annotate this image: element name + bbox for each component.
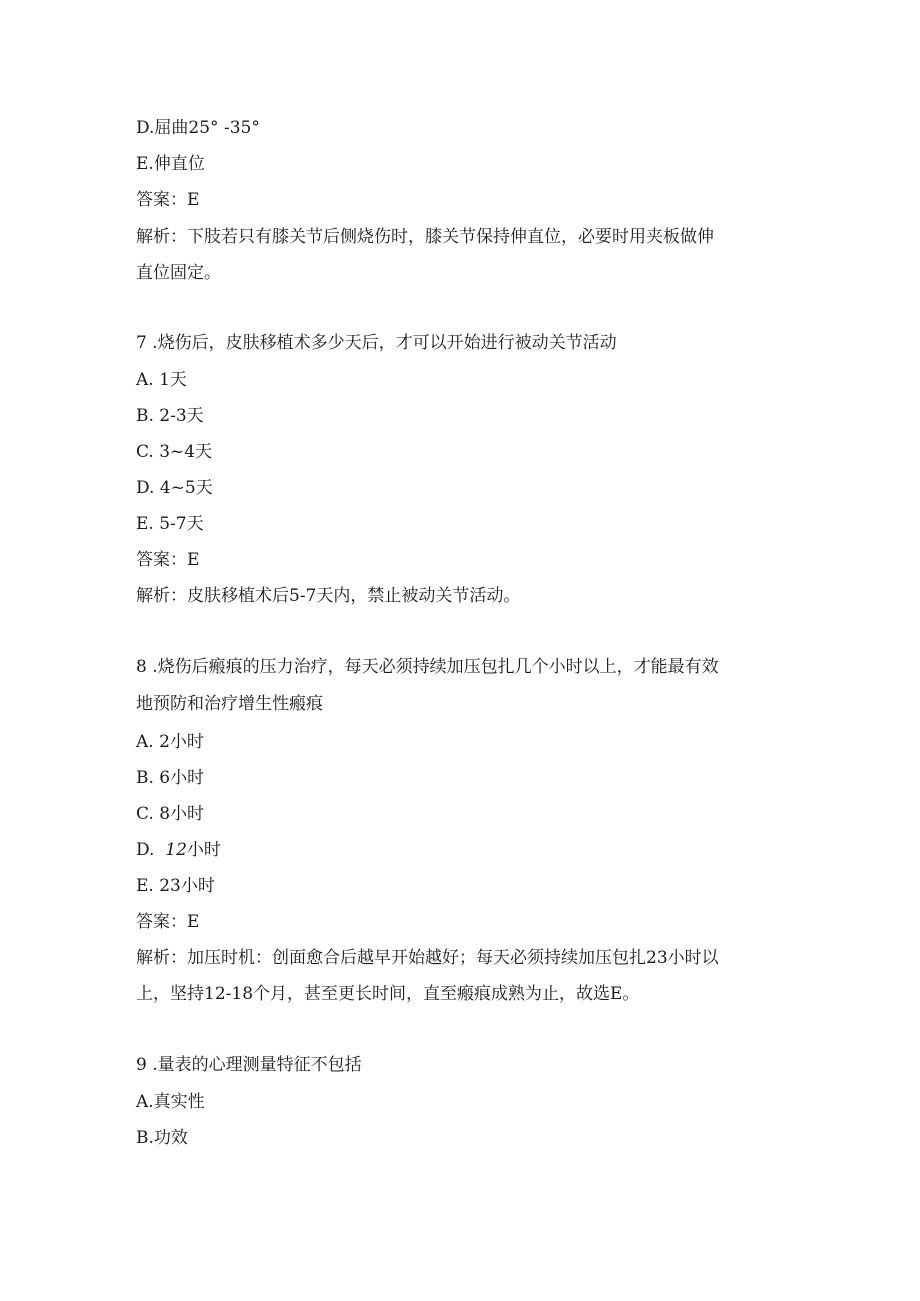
q7-answer: 答案：E	[136, 550, 200, 570]
q6-option-e: E.伸直位	[136, 154, 205, 174]
q8-question-line1: 8 .烧伤后瘢痕的压力治疗，每天必须持续加压包扎几个小时以上，才能最有效	[136, 657, 719, 677]
q6-analysis-line2: 直位固定。	[136, 263, 221, 283]
q7-question: 7 .烧伤后，皮肤移植术多少天后，才可以开始进行被动关节活动	[136, 333, 617, 353]
q8-option-a: A. 2小时	[136, 732, 204, 752]
q9-option-b: B.功效	[136, 1128, 188, 1148]
q9-option-a: A.真实性	[136, 1092, 205, 1112]
q7-option-d: D. 4~5天	[136, 478, 213, 498]
q8-analysis-line2: 上，坚持12-18个月，甚至更长时间，直至瘢痕成熟为止，故选E。	[136, 984, 640, 1004]
q6-answer: 答案：E	[136, 190, 200, 210]
q8-option-d	[136, 840, 221, 860]
q7-option-e: E. 5-7天	[136, 514, 204, 534]
q8-answer: 答案：E	[136, 912, 200, 932]
q8-question-line2: 地预防和治疗增生性瘢痕	[136, 694, 323, 714]
q7-option-a: A. 1天	[136, 370, 187, 390]
q8-option-e: E. 23小时	[136, 876, 215, 896]
q8-option-d-number: 12	[165, 840, 187, 860]
q8-option-b: B. 6小时	[136, 768, 205, 788]
q8-option-d-prefix: D.	[136, 840, 166, 860]
q8-analysis-line1: 解析：加压时机：创面愈合后越早开始越好；每天必须持续加压包扎23小时以	[136, 948, 719, 968]
q7-option-b: B. 2-3天	[136, 406, 204, 426]
q6-analysis-line1: 解析：下肢若只有膝关节后侧烧伤时，膝关节保持伸直位，必要时用夹板做伸	[136, 227, 714, 247]
q7-analysis: 解析：皮肤移植术后5-7天内，禁止被动关节活动。	[136, 586, 521, 606]
q6-option-d: D.屈曲25° -35°	[136, 118, 260, 138]
q8-option-d-suffix: 小时	[186, 840, 221, 860]
q9-question: 9 .量表的心理测量特征不包括	[136, 1055, 362, 1075]
q8-option-c: C. 8小时	[136, 804, 205, 824]
q7-option-c: C. 3~4天	[136, 442, 213, 462]
